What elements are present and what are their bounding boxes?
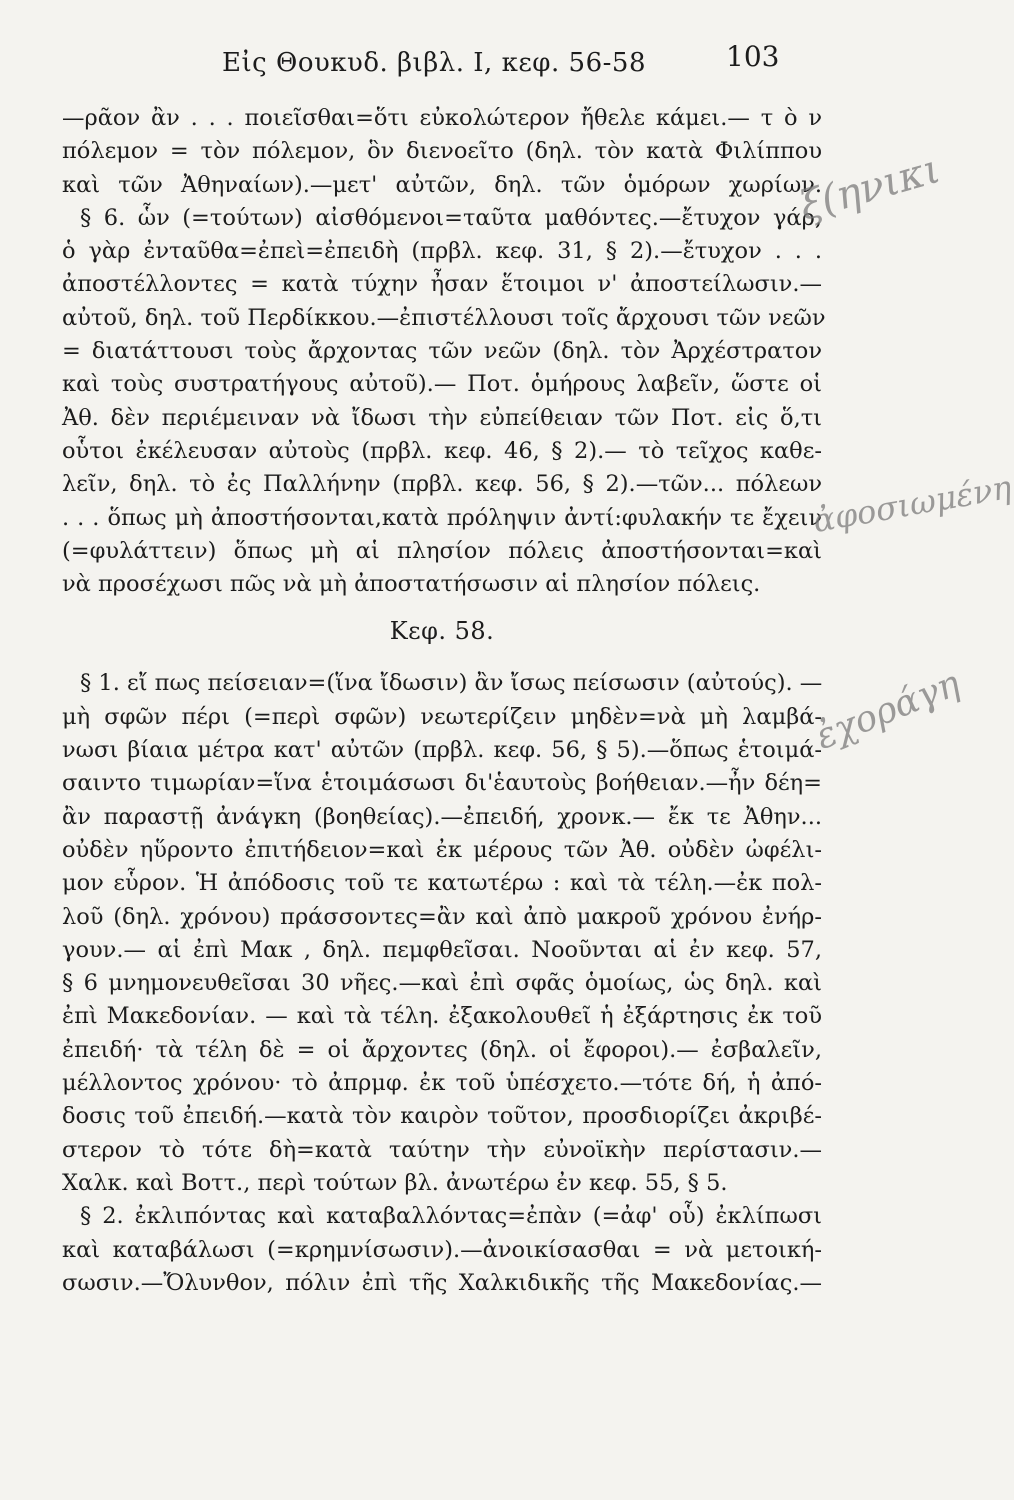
text-line: οὗτοι ἐκέλευσαν αὐτοὺς (πρβλ. κεφ. 46, § 2).— τὸ τεῖχος καθε- bbox=[62, 437, 822, 464]
text-line: ἀποστέλλοντες = κατὰ τύχην ἦσαν ἕτοιμοι ν' ἀποστείλωσιν.— bbox=[62, 271, 822, 298]
text-line: λοῦ (δηλ. χρόνου) πράσσοντες=ἂν καὶ ἀπὸ μακροῦ χρόνου ἐνήρ- bbox=[62, 903, 822, 930]
text-line: καὶ τοὺς συστρατήγους αὐτοῦ).— Ποτ. ὁμήρους λαβεῖν, ὥστε οἱ bbox=[62, 371, 822, 398]
text-line: ὁ γὰρ ἐνταῦθα=ἐπεὶ=ἐπειδὴ (πρβλ. κεφ. 31, § 2).—ἔτυχον . . . bbox=[62, 238, 822, 265]
text-line: δοσις τοῦ ἐπειδή.—κατὰ τὸν καιρὸν τοῦτον, προσδιορίζει ἀκριβέ- bbox=[62, 1103, 822, 1130]
text-line: —ρᾶον ἂν . . . ποιεῖσθαι=ὅτι εὐκολώτερον ἤθελε κάμει.— τ ὸ ν bbox=[62, 105, 822, 131]
handwritten-margin-note: ἐχοράγη bbox=[809, 663, 966, 758]
text-line: νὰ προσέχωσι πῶς νὰ μὴ ἀποστατήσωσιν αἱ πλησίον πόλεις. bbox=[62, 571, 761, 598]
text-line: ἐπειδή· τὰ τέλη δὲ = οἱ ἄρχοντες (δηλ. οἱ ἔφοροι).— ἐσβαλεῖν, bbox=[62, 1036, 822, 1063]
text-line: αὐτοῦ, δηλ. τοῦ Περδίκκου.—ἐπιστέλλουσι τοῖς ἄρχουσι τῶν νεῶν bbox=[62, 304, 826, 331]
text-line: ἐπὶ Μακεδονίαν. — καὶ τὰ τέλη. ἐξακολουθεῖ ἡ ἐξάρτησις ἐκ τοῦ bbox=[62, 1003, 822, 1030]
handwritten-margin-note: ἀφοσιωμένη bbox=[810, 467, 1014, 541]
text-line: Χαλκ. καὶ Βοττ., περὶ τούτων βλ. ἀνωτέρω ἐν κεφ. 55, § 5. bbox=[62, 1169, 728, 1196]
text-line: μέλλοντος χρόνου· τὸ ἀπρμφ. ἐκ τοῦ ὑπέσχετο.—τότε δή, ἡ ἀπό- bbox=[62, 1070, 822, 1097]
text-line: § 1. εἴ πως πείσειαν=(ἵνα ἴδωσιν) ἂν ἴσως πείσωσιν (αὐτούς). — bbox=[80, 670, 823, 697]
text-line: καὶ τῶν Ἀθηναίων).—μετ' αὐτῶν, δηλ. τῶν ὁμόρων χωρίων. bbox=[62, 171, 822, 198]
text-line: μὴ σφῶν πέρι (=περὶ σφῶν) νεωτερίζειν μηδὲν=νὰ μὴ λαμβά- bbox=[62, 703, 822, 730]
page-header bbox=[0, 40, 959, 88]
text-line: λεῖν, δηλ. τὸ ἐς Παλλήνην (πρβλ. κεφ. 56, § 2).—τῶν... πόλεων bbox=[62, 471, 822, 498]
text-line: μον εὗρον. Ἡ ἀπόδοσις τοῦ τε κατωτέρω : καὶ τὰ τέλη.—ἐκ πολ- bbox=[62, 870, 822, 897]
text-line: (=φυλάττειν) ὅπως μὴ αἱ πλησίον πόλεις ἀποστήσονται=καὶ bbox=[62, 537, 822, 564]
text-line: § 6. ὧν (=τούτων) αἰσθόμενοι=ταῦτα μαθόντες.—ἔτυχον γάρ, bbox=[80, 204, 822, 231]
text-line: οὐδὲν ηὕροντο ἐπιτήδειον=καὶ ἐκ μέρους τῶν Ἀθ. οὐδὲν ὠφέλι- bbox=[62, 836, 822, 863]
handwritten-margin-note: ξ(ηνικι bbox=[794, 146, 946, 230]
text-line: § 6 μνημονευθεῖσαι 30 νῆες.—καὶ ἐπὶ σφᾶς ὁμοίως, ὡς δηλ. καὶ bbox=[62, 970, 822, 997]
text-line: σαιντο τιμωρίαν=ἵνα ἑτοιμάσωσι δι'ἑαυτοὺς βοήθειαν.—ἦν δέη= bbox=[62, 770, 822, 797]
running-head: Εἰς Θουκυδ. βιβλ. I, κεφ. 56-58 bbox=[222, 48, 646, 78]
page-number: 103 bbox=[726, 40, 780, 73]
text-line: Ἀθ. δὲν περιέμειναν νὰ ἴδωσι τὴν εὐπείθειαν τῶν Ποτ. εἰς ὅ,τι bbox=[62, 404, 822, 431]
text-line: στερον τὸ τότε δὴ=κατὰ ταύτην τὴν εὐνοϊκὴν περίστασιν.— bbox=[62, 1136, 822, 1163]
text-line: § 2. ἐκλιπόντας καὶ καταβαλλόντας=ἐπὰν (=ἀφ' οὗ) ἐκλίπωσι bbox=[80, 1203, 822, 1230]
text-line: καὶ καταβάλωσι (=κρημνίσωσιν).—ἀνοικίσασθαι = νὰ μετοική- bbox=[62, 1236, 822, 1263]
text-line: = διατάττουσι τοὺς ἄρχοντας τῶν νεῶν (δηλ. τὸν Ἀρχέστρατον bbox=[62, 338, 822, 365]
commentary-text bbox=[62, 102, 826, 1300]
text-line: . . . ὅπως μὴ ἀποστήσονται,κατὰ πρόληψιν ἀντί:φυλακήν τε ἔχειν bbox=[62, 504, 822, 531]
text-line: νωσι βίαια μέτρα κατ' αὐτῶν (πρβλ. κεφ. 56, § 5).—ὅπως ἑτοιμά- bbox=[62, 737, 822, 764]
text-line: ἂν παραστῇ ἀνάγκη (βοηθείας).—ἐπειδή, χρονκ.— ἔκ τε Ἀθην... bbox=[62, 803, 822, 830]
chapter-heading: Κεφ. 58. bbox=[389, 617, 495, 646]
text-line: πόλεμον = τὸν πόλεμον, ὃν διενοεῖτο (δηλ. τὸν κατὰ Φιλίππου bbox=[62, 138, 822, 165]
text-line: γουν.— αἱ ἐπὶ Μακ , δηλ. πεμφθεῖσαι. Νοοῦνται αἱ ἐν κεφ. 57, bbox=[62, 936, 822, 963]
text-line: σωσιν.—Ὄλυνθον, πόλιν ἐπὶ τῆς Χαλκιδικῆς τῆς Μακεδονίας.— bbox=[62, 1269, 822, 1296]
